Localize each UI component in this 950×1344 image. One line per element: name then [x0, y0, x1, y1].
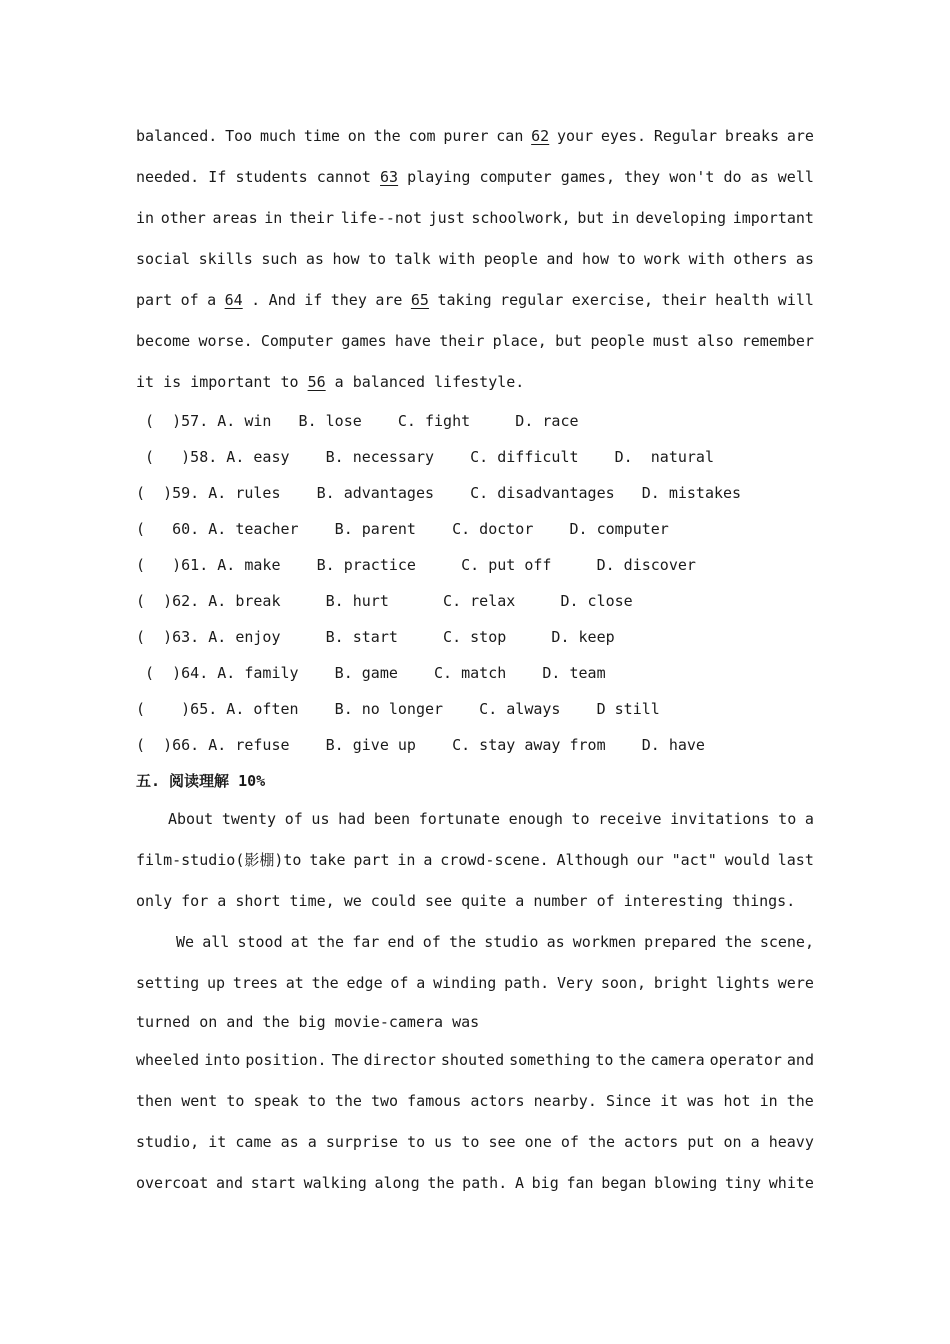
word: nearby. — [533, 1092, 597, 1110]
word: in — [264, 209, 283, 227]
word: tiny — [724, 1174, 762, 1192]
word: social — [136, 250, 191, 268]
word: exercise, — [571, 291, 654, 309]
passage-text: a balanced lifestyle. — [325, 373, 525, 391]
word: taking — [437, 291, 492, 309]
reading-passage — [136, 799, 814, 1204]
word: others — [733, 250, 788, 268]
word: path. — [504, 974, 550, 992]
word: to — [461, 1133, 480, 1151]
word: famous — [407, 1092, 462, 1110]
word: balanced. — [136, 127, 218, 145]
word: have — [394, 332, 431, 350]
question-option-59: ( )59. A. rules B. advantages C. disadvantages D. mistakes — [136, 484, 742, 502]
word: cannot — [316, 168, 371, 186]
word: operator — [709, 1051, 782, 1069]
word: they — [624, 168, 661, 186]
word: all — [202, 933, 230, 951]
word: a — [207, 291, 217, 309]
word: needed. — [136, 168, 200, 186]
blank-number: 64 — [224, 291, 243, 309]
word: the — [311, 974, 339, 992]
word: to — [571, 810, 590, 828]
blank-number: 63 — [380, 168, 399, 186]
word: Since — [605, 1092, 652, 1110]
passage-line — [136, 280, 814, 321]
word: games, — [560, 168, 615, 186]
word: Very — [557, 974, 594, 992]
word: workmen — [572, 933, 636, 951]
word: of — [390, 974, 409, 992]
word: of — [284, 810, 303, 828]
word: won't — [669, 168, 715, 186]
word: to — [407, 1133, 426, 1151]
passage-line — [136, 1081, 814, 1122]
passage-line — [136, 116, 814, 157]
word: but — [555, 332, 583, 350]
word: schoolwork, — [471, 209, 571, 227]
blank-number: 65 — [410, 291, 429, 309]
word: hot — [723, 1092, 751, 1110]
word: bright — [653, 974, 709, 992]
word: to — [595, 1051, 614, 1069]
word: see — [488, 1133, 516, 1151]
word: place, — [492, 332, 547, 350]
question-option-63: ( )63. A. enjoy B. start C. stop D. keep — [136, 628, 615, 646]
word: students — [235, 168, 308, 186]
word: at — [285, 974, 304, 992]
word: the — [317, 933, 345, 951]
word: big — [531, 1174, 559, 1192]
word: to — [226, 1092, 245, 1110]
word: life--not — [340, 209, 422, 227]
word: important — [732, 209, 814, 227]
word: Regular — [653, 127, 718, 145]
word: invitations — [670, 810, 770, 828]
word: regular — [500, 291, 564, 309]
word: can — [496, 127, 524, 145]
word: position. — [245, 1051, 327, 1069]
passage-line: only for a short time, we could see quite a number of interesting things. — [136, 892, 796, 910]
word: were — [777, 974, 814, 992]
word: director — [363, 1051, 436, 1069]
word: our — [636, 851, 664, 869]
word: a — [750, 1133, 760, 1151]
word: their — [288, 209, 335, 227]
word: it — [208, 1133, 227, 1151]
word: with — [439, 250, 476, 268]
word: shouted — [440, 1051, 505, 1069]
passage-line — [136, 1122, 814, 1163]
word: their — [439, 332, 485, 350]
word: winding — [433, 974, 497, 992]
question-option-64: ( )64. A. family B. game C. match D. team — [136, 664, 606, 682]
question-option-57: ( )57. A. win B. lose C. fight D. race — [136, 412, 579, 430]
passage-line — [136, 963, 814, 1004]
passage-line-last — [136, 362, 814, 403]
word: blowing — [654, 1174, 718, 1192]
word: enough — [508, 810, 563, 828]
word: been — [373, 810, 411, 828]
word: will — [777, 291, 814, 309]
word: at — [290, 933, 309, 951]
word: developing — [635, 209, 727, 227]
word: one — [524, 1133, 552, 1151]
word: how — [581, 250, 610, 268]
word: and — [215, 1174, 244, 1192]
word: people — [590, 332, 645, 350]
passage-line: turned on and the big movie-camera was — [136, 1013, 480, 1031]
word: was — [687, 1092, 715, 1110]
word: twenty — [221, 810, 277, 828]
word: About — [168, 810, 214, 828]
word: began — [601, 1174, 647, 1192]
word: it — [660, 1092, 679, 1110]
word: setting — [136, 974, 200, 992]
word: much — [259, 127, 297, 145]
word: eyes. — [600, 127, 647, 145]
word: as — [795, 250, 814, 268]
word: A — [514, 1174, 524, 1192]
word: health — [715, 291, 770, 309]
word: talk — [394, 250, 431, 268]
word: heavy — [768, 1133, 814, 1151]
word: if — [304, 291, 323, 309]
word: games — [341, 332, 387, 350]
word: become — [136, 332, 191, 350]
passage-line — [136, 321, 814, 362]
word: but — [577, 209, 605, 227]
word: white — [768, 1174, 814, 1192]
section-heading: 五. 阅读理解 10% — [136, 772, 266, 790]
passage-line — [136, 198, 814, 239]
word: of — [422, 933, 441, 951]
word: went — [181, 1092, 218, 1110]
word: com — [408, 127, 436, 145]
blank-number: 56 — [307, 373, 326, 391]
word: in — [759, 1092, 778, 1110]
word: just — [428, 209, 465, 227]
word: computer — [479, 168, 552, 186]
question-option-65: ( )65. A. often B. no longer C. always D still — [136, 700, 660, 718]
word: their — [661, 291, 707, 309]
word: and — [546, 250, 574, 268]
word: purer — [443, 127, 489, 145]
word: fortunate — [418, 810, 500, 828]
word: are — [786, 127, 814, 145]
blank-number: 62 — [531, 127, 550, 145]
passage-line — [136, 799, 814, 840]
word: studio — [484, 933, 539, 951]
word: in — [136, 209, 155, 227]
word: us — [311, 810, 330, 828]
word: of — [560, 1133, 579, 1151]
word: such — [261, 250, 298, 268]
word: a — [804, 810, 814, 828]
word: worse. — [198, 332, 253, 350]
word: fan — [566, 1174, 594, 1192]
word: last — [777, 851, 814, 869]
word: to — [617, 250, 636, 268]
word: the — [618, 1051, 646, 1069]
word: stood — [237, 933, 283, 951]
word: must — [652, 332, 690, 350]
word: in — [397, 851, 416, 869]
word: receive — [598, 810, 662, 828]
word: part — [136, 291, 173, 309]
word: We — [176, 933, 195, 951]
word: to — [307, 1092, 326, 1110]
word: skills — [198, 250, 253, 268]
passage-line — [136, 239, 814, 280]
word: remember — [741, 332, 814, 350]
word: two — [371, 1092, 399, 1110]
question-option-60: ( 60. A. teacher B. parent C. doctor D. computer — [136, 520, 669, 538]
word: areas — [212, 209, 258, 227]
question-option-61: ( )61. A. make B. practice C. put off D. discover — [136, 556, 696, 574]
word: would — [724, 851, 770, 869]
word: end — [387, 933, 415, 951]
word: overcoat — [136, 1174, 209, 1192]
passage-line — [136, 1163, 814, 1204]
word: a — [423, 851, 433, 869]
word: put — [687, 1133, 715, 1151]
word: a — [307, 1133, 317, 1151]
passage-line — [136, 840, 814, 881]
word: to — [368, 250, 387, 268]
passage-text: it is important to — [136, 373, 308, 391]
word: as — [750, 168, 769, 186]
question-option-66: ( )66. A. refuse B. give up C. stay away from D. have — [136, 736, 705, 754]
word: edge — [346, 974, 383, 992]
word: had — [338, 810, 366, 828]
word: then — [136, 1092, 173, 1110]
word: on — [723, 1133, 742, 1151]
word: film-studio(影棚)to — [136, 851, 302, 869]
word: the — [427, 1174, 455, 1192]
word: crowd-scene. — [440, 851, 549, 869]
word: prepared — [644, 933, 717, 951]
word: The — [331, 1051, 359, 1069]
options-list — [136, 403, 814, 763]
word: other — [160, 209, 206, 227]
word: path. — [462, 1174, 508, 1192]
word: playing — [407, 168, 471, 186]
word: also — [697, 332, 734, 350]
word: to — [778, 810, 797, 828]
word: wheeled — [136, 1051, 200, 1069]
word: trees — [232, 974, 278, 992]
word: the — [587, 1133, 616, 1151]
word: actors — [470, 1092, 525, 1110]
word: how — [332, 250, 360, 268]
word: people — [483, 250, 538, 268]
word: they — [330, 291, 367, 309]
word: If — [208, 168, 227, 186]
word: the — [373, 127, 401, 145]
word: time — [303, 127, 340, 145]
word: lights — [715, 974, 770, 992]
word: Too — [225, 127, 253, 145]
cloze-passage — [136, 116, 814, 403]
word: the — [448, 933, 477, 951]
word: as — [305, 250, 324, 268]
word: the — [724, 933, 752, 951]
word: well — [777, 168, 814, 186]
word: in — [611, 209, 630, 227]
word: breaks — [724, 127, 780, 145]
word: the — [334, 1092, 362, 1110]
word: surprise — [325, 1133, 399, 1151]
word: along — [374, 1174, 420, 1192]
word: as — [280, 1133, 299, 1151]
word: start — [250, 1174, 296, 1192]
word: speak — [253, 1092, 299, 1110]
word: soon, — [600, 974, 647, 992]
word: and — [786, 1051, 814, 1069]
word: walking — [303, 1174, 367, 1192]
word: with — [688, 250, 725, 268]
word: part — [353, 851, 390, 869]
word: something — [509, 1051, 591, 1069]
word: up — [207, 974, 226, 992]
word: on — [347, 127, 366, 145]
word: "act" — [671, 851, 717, 869]
word: actors — [624, 1133, 679, 1151]
word: Computer — [260, 332, 334, 350]
passage-line — [136, 157, 814, 198]
passage-line — [136, 922, 814, 963]
word: do — [723, 168, 742, 186]
word: into — [204, 1051, 241, 1069]
word: far — [352, 933, 380, 951]
word: of — [180, 291, 199, 309]
word: are — [375, 291, 403, 309]
word: Although — [556, 851, 629, 869]
passage-line — [136, 1040, 814, 1081]
word: your — [557, 127, 594, 145]
word: work — [644, 250, 681, 268]
word: camera — [650, 1051, 705, 1069]
word: take — [309, 851, 346, 869]
word: the — [786, 1092, 814, 1110]
document-content — [136, 116, 814, 1204]
word: us — [434, 1133, 453, 1151]
word: . — [251, 291, 261, 309]
question-option-58: ( )58. A. easy B. necessary C. difficult D. natural — [136, 448, 714, 466]
question-option-62: ( )62. A. break B. hurt C. relax D. close — [136, 592, 633, 610]
word: as — [546, 933, 565, 951]
word: came — [235, 1133, 272, 1151]
word: And — [268, 291, 296, 309]
word: studio, — [136, 1133, 200, 1151]
word: a — [416, 974, 426, 992]
word: scene, — [759, 933, 814, 951]
